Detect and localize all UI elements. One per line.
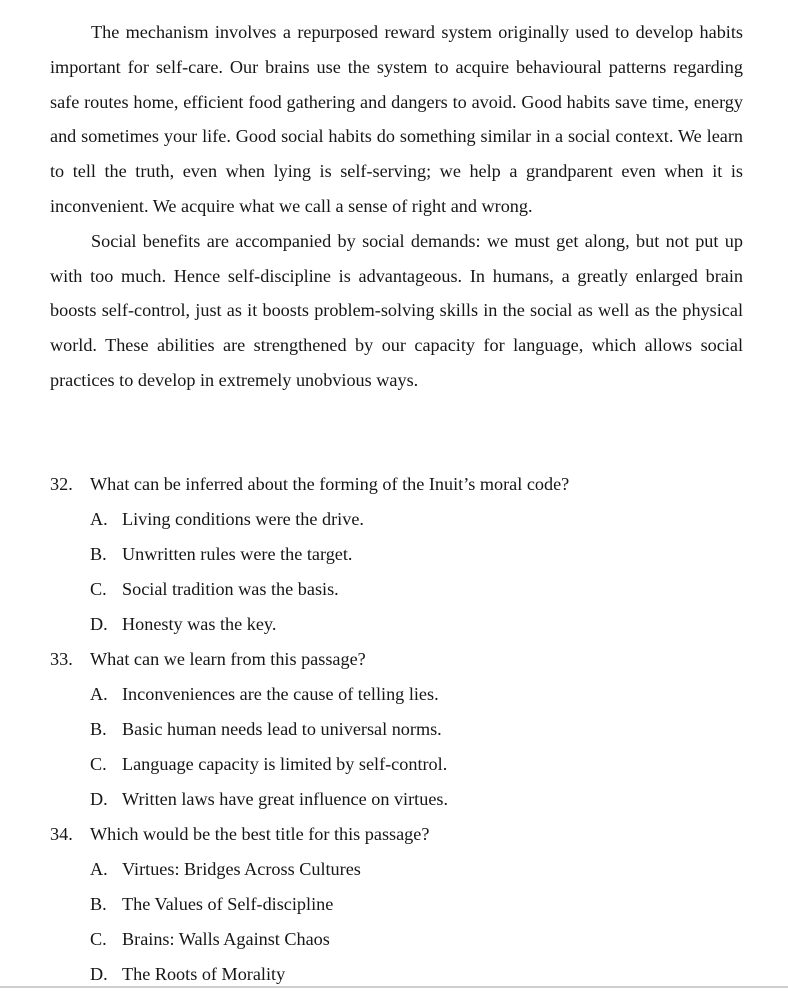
option-b xyxy=(50,887,750,922)
option-text: Virtues: Bridges Across Cultures xyxy=(122,859,361,879)
option-letter: D. xyxy=(90,789,108,809)
option-a xyxy=(50,677,750,712)
option-a xyxy=(50,852,750,887)
option-text: Brains: Walls Against Chaos xyxy=(122,929,330,949)
option-letter: B. xyxy=(90,894,107,914)
option-letter: C. xyxy=(90,754,107,774)
option-a xyxy=(50,502,750,537)
option-c xyxy=(50,572,750,607)
question-number: 33. xyxy=(50,649,73,669)
option-text: The Roots of Morality xyxy=(122,964,286,984)
option-letter: D. xyxy=(90,964,108,984)
passage-paragraph: Social benefits are accompanied by social demands: we must get along, but not put up with too much. Hence self-discipline is advantageous. In humans, a greatly enlarged brain boosts self-control, just as it boosts problem-solving skills in the social as well as the physical world. These abilities are strengthened by our capacity for language, which allows social practices to develop in extremely unobvious ways. xyxy=(50,230,743,390)
question-stem xyxy=(50,467,750,502)
option-text: Basic human needs lead to universal norms. xyxy=(122,719,442,739)
option-text: Written laws have great influence on virtues. xyxy=(122,789,449,809)
option-letter: C. xyxy=(90,579,107,599)
option-letter: D. xyxy=(90,614,108,634)
question-text: What can we learn from this passage? xyxy=(90,649,366,669)
option-text: Inconveniences are the cause of telling lies. xyxy=(122,684,439,704)
option-c xyxy=(50,747,750,782)
option-c xyxy=(50,922,750,957)
question-32 xyxy=(50,467,750,642)
question-33 xyxy=(50,642,750,817)
question-34 xyxy=(50,817,750,992)
option-b xyxy=(50,712,750,747)
reading-passage xyxy=(50,15,743,398)
question-stem xyxy=(50,817,750,852)
option-text: Living conditions were the drive. xyxy=(122,509,364,529)
option-text: The Values of Self-discipline xyxy=(122,894,334,914)
question-list xyxy=(50,467,750,992)
question-text: Which would be the best title for this passage? xyxy=(90,824,430,844)
option-text: Honesty was the key. xyxy=(122,614,277,634)
option-d xyxy=(50,782,750,817)
option-text: Language capacity is limited by self-control. xyxy=(122,754,448,774)
option-d xyxy=(50,607,750,642)
question-text: What can be inferred about the forming of the Inuit’s moral code? xyxy=(90,474,570,494)
option-letter: A. xyxy=(90,859,108,879)
option-letter: C. xyxy=(90,929,107,949)
passage-paragraph: The mechanism involves a repurposed reward system originally used to develop habits important for self-care. Our brains use the system to acquire behavioural patterns regarding safe routes home, efficient food gathering and dangers to avoid. Good habits save time, energy and sometimes your life. Good social habits do something similar in a social context. We learn to tell the truth, even when lying is self-serving; we help a grandparent even when it is inconvenient. We acquire what we call a sense of right and wrong. xyxy=(50,22,743,216)
question-number: 34. xyxy=(50,824,73,844)
question-stem xyxy=(50,642,750,677)
option-b xyxy=(50,537,750,572)
option-text: Social tradition was the basis. xyxy=(122,579,339,599)
option-letter: A. xyxy=(90,684,108,704)
option-letter: A. xyxy=(90,509,108,529)
option-text: Unwritten rules were the target. xyxy=(122,544,353,564)
option-letter: B. xyxy=(90,719,107,739)
option-letter: B. xyxy=(90,544,107,564)
question-number: 32. xyxy=(50,474,73,494)
